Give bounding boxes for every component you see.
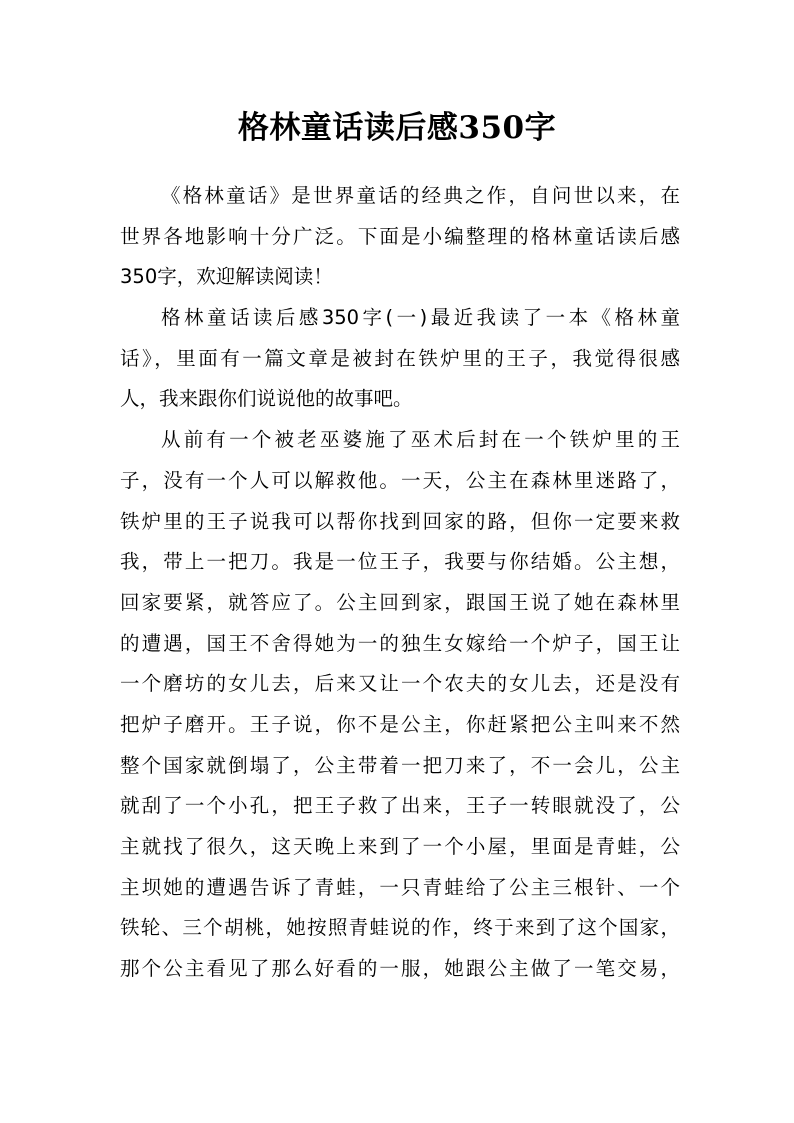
article-body	[120, 176, 680, 990]
paragraph-line: 一个磨坊的女儿去，后来又让一个农夫的女儿去，还是没有	[120, 672, 680, 696]
paragraph-line: 那个公主看见了那么好看的一服，她跟公主做了一笔交易，	[120, 957, 680, 981]
paragraph-line: 从前有一个被老巫婆施了巫术后封在一个铁炉里的王	[161, 428, 680, 452]
page-title: 格林童话读后感350字	[237, 110, 557, 146]
paragraph-line: 子，没有一个人可以解救他。一天，公主在森林里迷路了，	[120, 468, 680, 492]
paragraph-line: 格林童话读后感350字(一)最近我读了一本《格林童	[161, 306, 680, 330]
paragraph-line: 话》，里面有一篇文章是被封在铁炉里的王子，我觉得很感	[120, 346, 680, 370]
paragraph-line: 回家要紧，就答应了。公主回到家，跟国王说了她在森林里	[120, 590, 680, 614]
paragraph-line: 铁轮、三个胡桃，她按照青蛙说的作，终于来到了这个国家，	[120, 916, 680, 940]
paragraph-line: 《格林童话》是世界童话的经典之作，自问世以来，在	[161, 184, 680, 207]
paragraph-line: 整个国家就倒塌了，公主带着一把刀来了，不一会儿，公主	[120, 753, 680, 777]
paragraph-line: 主就找了很久，这天晚上来到了一个小屋，里面是青蛙，公	[120, 835, 680, 858]
paragraph-line: 世界各地影响十分广泛。下面是小编整理的格林童话读后感	[120, 224, 680, 248]
paragraph-line: 的遭遇，国王不舍得她为一的独生女嫁给一个炉子，国王让	[120, 631, 680, 655]
paragraph-line: 350字，欢迎解读阅读！	[120, 265, 333, 289]
paragraph-line: 人，我来跟你们说说他的故事吧。	[120, 387, 413, 411]
paragraph-line: 把炉子磨开。王子说，你不是公主，你赶紧把公主叫来不然	[120, 712, 680, 736]
paragraph-line: 我，带上一把刀。我是一位王子，我要与你结婚。公主想，	[120, 550, 680, 574]
paragraph-line: 就刮了一个小孔，把王子救了出来，王子一转眼就没了，公	[120, 794, 680, 818]
paragraph-line: 铁炉里的王子说我可以帮你找到回家的路，但你一定要来救	[120, 509, 680, 533]
paragraph-line: 主坝她的遭遇告诉了青蛙，一只青蛙给了公主三根针、一个	[120, 875, 680, 899]
